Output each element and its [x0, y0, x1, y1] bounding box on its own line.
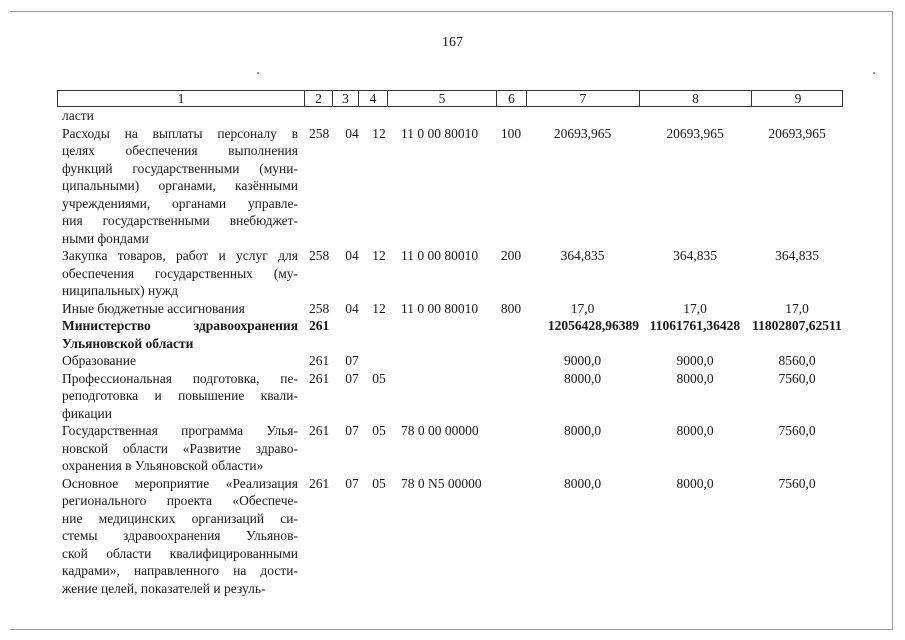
col-7-amount: 8000,0 — [563, 370, 602, 386]
col-7-amount: 8000,0 — [563, 423, 602, 438]
row-name-line: Ульяновской области — [62, 335, 194, 351]
row-name — [62, 422, 298, 475]
table-row — [57, 125, 843, 248]
row-name-line: функций государственными (муни- — [62, 160, 298, 176]
col-5-target-article: 11 0 00 80010 — [401, 125, 479, 141]
page-border-bottom — [10, 629, 893, 630]
col-9-amount: 11802807,62511 — [752, 318, 842, 333]
row-name — [62, 475, 298, 598]
row-name-line: Основное мероприятие «Реализация — [62, 475, 298, 491]
row-name — [62, 247, 298, 300]
row-name-line: ципальными) органами, казёнными — [62, 178, 298, 193]
row-name-line: реподготовка и повышение квали- — [62, 388, 298, 403]
col-3-section: 04 — [345, 248, 359, 263]
col-8-amount: 17,0 — [683, 300, 707, 316]
col-2-code: 261 — [309, 370, 330, 386]
row-name-line: ние медицинских организаций си- — [62, 510, 298, 526]
col-3-section: 07 — [345, 370, 359, 386]
col-7-amount: 9000,0 — [563, 353, 602, 368]
col-3-section: 07 — [345, 353, 359, 368]
row-name-line: Закупка товаров, работ и услуг для — [62, 248, 298, 263]
col-6-expense-type: 100 — [500, 125, 522, 141]
col-2-code: 258 — [309, 125, 330, 141]
col-2-code: 261 — [309, 353, 330, 368]
row-name-line: новской области «Развитие здраво- — [62, 440, 298, 456]
column-header-1: 1 — [58, 91, 305, 106]
column-header-6: 6 — [497, 91, 527, 106]
col-7-amount: 20693,965 — [553, 125, 612, 141]
row-name — [62, 352, 298, 370]
col-2-code: 261 — [309, 423, 330, 438]
col-9-amount: 17,0 — [785, 300, 809, 316]
col-2-code: 261 — [309, 475, 330, 491]
col-2-code: 258 — [309, 300, 330, 316]
row-name-line: Министерство здравоохранения — [62, 318, 298, 333]
col-5-target-article: 11 0 00 80010 — [401, 300, 479, 316]
row-name-line: целях обеспечения выполнения — [62, 143, 298, 158]
row-name-line: стемы здравоохранения Ульянов- — [62, 528, 298, 543]
col-6-expense-type: 800 — [500, 300, 522, 316]
table-body — [57, 107, 843, 597]
column-header-4: 4 — [359, 91, 388, 106]
col-8-amount: 20693,965 — [666, 125, 724, 141]
page-border-top — [10, 11, 893, 12]
col-5-target-article: 78 0 00 00000 — [401, 423, 479, 438]
col-3-section: 04 — [345, 125, 359, 141]
row-name-line: фикации — [62, 405, 112, 421]
budget-table — [57, 90, 843, 597]
row-name-line: ния государственными внебюджет- — [62, 213, 298, 228]
col-3-section: 07 — [345, 475, 359, 491]
col-4-subsection: 05 — [372, 475, 386, 491]
col-6-expense-type: 200 — [500, 248, 522, 263]
row-name-line: ласти — [62, 108, 94, 123]
column-header-5: 5 — [388, 91, 497, 106]
row-name-line: Государственная программа Улья- — [62, 423, 298, 438]
page-number: 167 — [442, 35, 463, 50]
row-name-line: учреждениями, органами управле- — [62, 195, 298, 211]
col-2-code: 261 — [309, 318, 330, 333]
table-row — [57, 352, 843, 370]
col-8-amount: 9000,0 — [676, 353, 714, 368]
col-4-subsection: 12 — [372, 300, 386, 316]
col-9-amount: 8560,0 — [778, 353, 816, 368]
col-7-amount: 364,835 — [560, 248, 605, 263]
column-header-8: 8 — [640, 91, 752, 106]
page-border-right — [892, 11, 893, 630]
row-name-line: кадрами», направленного на дости- — [62, 563, 298, 578]
col-9-amount: 7560,0 — [778, 475, 816, 491]
row-name-line: Образование — [62, 353, 136, 368]
col-4-subsection: 05 — [372, 423, 386, 438]
col-8-amount: 11061761,36428 — [649, 318, 741, 333]
table-header-row — [57, 90, 843, 107]
col-3-section: 04 — [345, 300, 359, 316]
col-3-section: 07 — [345, 423, 359, 438]
row-name — [62, 317, 298, 352]
row-name-line: обеспечения государственных (му- — [62, 265, 298, 281]
row-name-line: Профессиональная подготовка, пе- — [62, 370, 298, 386]
column-header-3: 3 — [333, 91, 359, 106]
row-name — [62, 125, 298, 248]
row-name-line: ными фондами — [62, 230, 149, 246]
col-2-code: 258 — [309, 248, 330, 263]
table-row — [57, 247, 843, 300]
col-4-subsection: 12 — [372, 125, 386, 141]
scan-speck — [257, 72, 259, 74]
col-9-amount: 7560,0 — [778, 423, 816, 438]
col-9-amount: 20693,965 — [768, 125, 826, 141]
row-name-line: охранения в Ульяновской области» — [62, 458, 264, 473]
col-7-amount: 12056428,96389 — [547, 318, 639, 333]
column-header-9: 9 — [794, 91, 802, 106]
col-8-amount: 364,835 — [673, 248, 717, 263]
col-8-amount: 8000,0 — [676, 370, 714, 386]
row-name-line: ской области квалифицированными — [62, 545, 298, 561]
table-row — [57, 300, 843, 318]
column-header-2: 2 — [305, 91, 333, 106]
row-name — [62, 370, 298, 423]
col-4-subsection: 05 — [372, 370, 386, 386]
row-name-line: ниципальных) нужд — [62, 283, 179, 298]
col-7-amount: 8000,0 — [563, 475, 602, 491]
table-row — [57, 370, 843, 423]
col-9-amount: 7560,0 — [778, 370, 816, 386]
col-5-target-article: 78 0 N5 00000 — [401, 475, 482, 491]
row-name-line: Расходы на выплаты персоналу в — [62, 125, 298, 141]
row-name-line: регионального проекта «Обеспече- — [62, 493, 298, 508]
col-8-amount: 8000,0 — [676, 423, 714, 438]
col-8-amount: 8000,0 — [676, 475, 714, 491]
col-5-target-article: 11 0 00 80010 — [401, 248, 479, 263]
table-row — [57, 317, 843, 352]
table-row — [57, 107, 843, 125]
scan-speck — [873, 72, 875, 74]
row-name-line: жение целей, показателей и резуль- — [62, 580, 266, 596]
col-9-amount: 364,835 — [775, 248, 819, 263]
table-row — [57, 422, 843, 475]
col-4-subsection: 12 — [372, 248, 386, 263]
column-header-7: 7 — [527, 91, 640, 106]
col-7-amount: 17,0 — [570, 300, 595, 316]
row-name — [62, 300, 298, 318]
row-name-line: Иные бюджетные ассигнования — [62, 300, 245, 316]
row-name — [62, 107, 298, 125]
table-row — [57, 475, 843, 598]
